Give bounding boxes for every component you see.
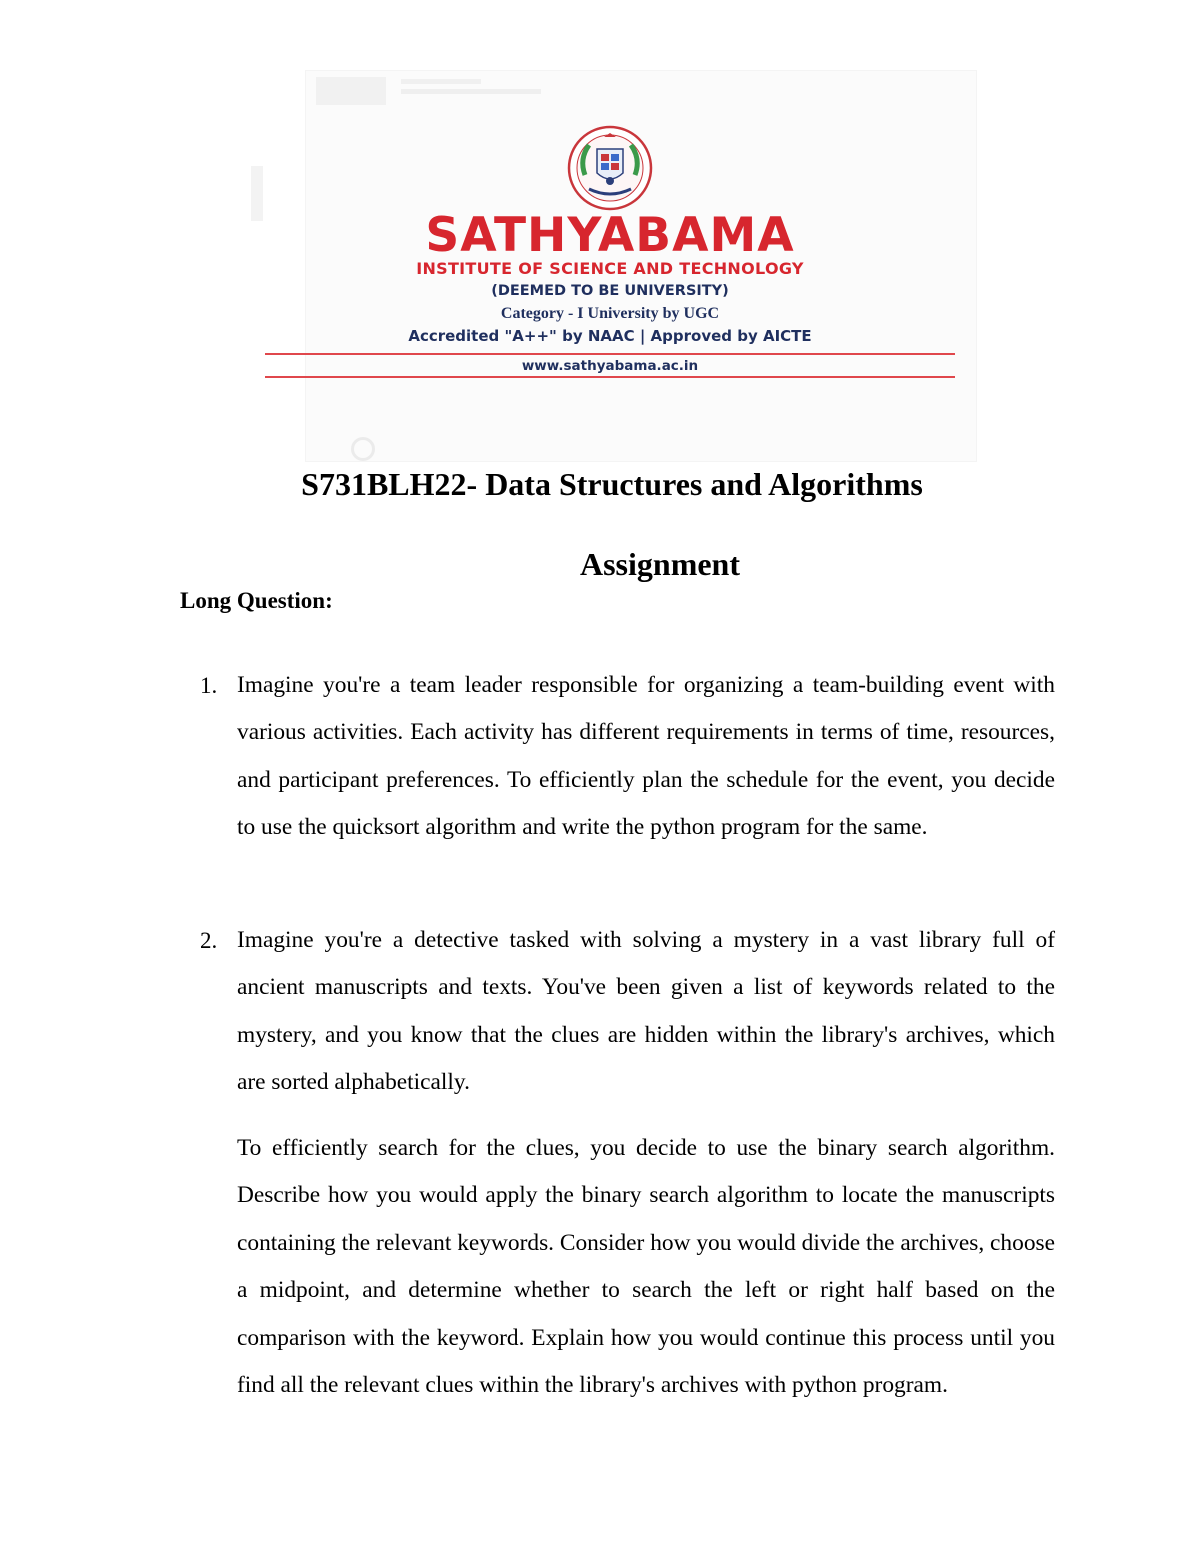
- website-label: www.sathyabama.ac.in: [521, 358, 699, 374]
- question-number: 2.: [200, 928, 218, 953]
- document-subtitle: Assignment: [579, 546, 740, 582]
- university-crest-icon: [567, 125, 653, 211]
- ugc-category-label: Category - I University by UGC: [500, 305, 720, 322]
- question-number: 1.: [200, 673, 218, 698]
- deemed-university-label: (DEEMED TO BE UNIVERSITY): [491, 283, 729, 299]
- letterhead: [260, 120, 960, 385]
- document-title: S731BLH22- Data Structures and Algorithms: [301, 466, 923, 502]
- question-text-continued: To efficiently search for the clues, you decide to use the binary search algorithm. Describe how you would apply the binary search algorithm to locate the manuscripts containing the relevant keywords. Consider how you would divide the archives, choose a midpoint, and determine whether to search the left or right half based on the comparison with the keyword. Explain how you would continue this process until you find all the relevant clues within the library's archives with python program.: [237, 1135, 1055, 1399]
- question-text: Imagine you're a team leader responsible for organizing a team-building event with various activities. Each activity has different requirements in terms of time, resources, and participant preferences. To efficiently plan the schedule for the event, you decide to use the quicksort algorithm and write the python program for the same.: [237, 672, 1055, 841]
- institution-subtitle: INSTITUTE OF SCIENCE AND TECHNOLOGY: [416, 259, 804, 278]
- accreditation-label: Accredited "A++" by NAAC | Approved by AICTE: [408, 327, 812, 345]
- letterhead-divider-top: [265, 353, 955, 355]
- question-text: Imagine you're a detective tasked with solving a mystery in a vast library full of ancient manuscripts and texts. You've been given a list of keywords related to the mystery, and you know that the clues are hidden within the library's archives, which are sorted alphabetically.: [237, 927, 1055, 1096]
- letterhead-divider-bottom: [265, 376, 955, 378]
- institution-name: SATHYABAMA: [425, 208, 795, 263]
- section-heading: Long Question:: [180, 588, 333, 613]
